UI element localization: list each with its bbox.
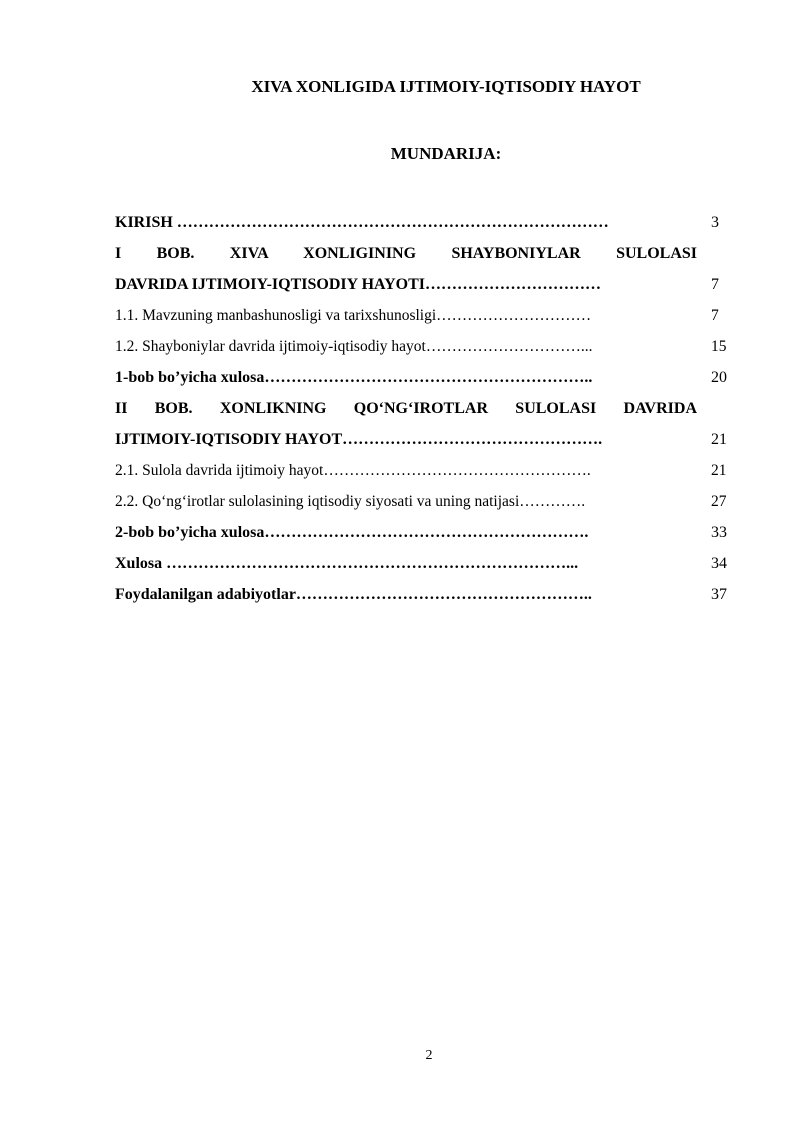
toc-entry-text: 1.2. Shayboniylar davrida ijtimoiy-iqtisodiy hayot…………………………... bbox=[115, 338, 593, 355]
toc-entry-references bbox=[115, 579, 735, 610]
toc-entry-chapter1 bbox=[115, 269, 735, 300]
toc-entry-chapter2 bbox=[115, 424, 735, 455]
toc-entry-page: 27 bbox=[711, 493, 727, 510]
toc-entry-text: 1-bob bo’yicha xulosa…………………………………………………….. bbox=[115, 369, 593, 386]
toc-entry-2-2 bbox=[115, 486, 735, 517]
toc-entry-page: 37 bbox=[711, 586, 727, 603]
toc-entry-text: KIRISH ……………………………………………………………………… bbox=[115, 214, 609, 231]
toc-entry-1-2 bbox=[115, 331, 735, 362]
toc-entry-text: 2.2. Qo‘ng‘irotlar sulolasining iqtisodiy siyosati va uning natijasi…………. bbox=[115, 493, 586, 510]
toc-entry-page: 33 bbox=[711, 524, 727, 541]
toc-entry-summary2 bbox=[115, 517, 735, 548]
toc-entry-page: 21 bbox=[711, 431, 727, 448]
toc-entry-1-1 bbox=[115, 300, 735, 331]
toc-entry-text: 2-bob bo’yicha xulosa……………………………………………………. bbox=[115, 524, 589, 541]
toc-entry-page: 7 bbox=[711, 276, 719, 293]
toc-entry-page: 34 bbox=[711, 555, 727, 572]
toc-entry-page: 7 bbox=[711, 307, 719, 324]
toc-entry-text: 1.1. Mavzuning manbashunosligi va tarixshunosligi………………………… bbox=[115, 307, 592, 324]
toc-entry-text: Xulosa …………………………………………………………………... bbox=[115, 555, 579, 572]
toc-chapter1-line2: DAVRIDA IJTIMOIY-IQTISODIY HAYOTI…………………………… bbox=[115, 276, 602, 293]
toc-entry-text: 2.1. Sulola davrida ijtimoiy hayot……………………………………………. bbox=[115, 462, 591, 479]
document-title: XIVA XONLIGIDA IJTIMOIY-IQTISODIY HAYOT bbox=[251, 77, 641, 96]
toc-chapter2-line1: II BOB. XONLIKNING QO‘NG‘IROTLAR SULOLASI DAVRIDA bbox=[115, 400, 697, 417]
toc-heading: MUNDARIJA: bbox=[390, 144, 502, 163]
toc-entry-summary1 bbox=[115, 362, 735, 393]
toc-entry-page: 20 bbox=[711, 369, 727, 386]
toc-chapter1-line1: I BOB. XIVA XONLIGINING SHAYBONIYLAR SULOLASI bbox=[115, 245, 697, 262]
toc-entry-conclusion bbox=[115, 548, 735, 579]
toc-entry-kirish bbox=[115, 207, 735, 238]
page-number: 2 bbox=[425, 1048, 433, 1063]
toc-entry-page: 3 bbox=[711, 214, 719, 231]
toc-chapter2-line2: IJTIMOIY-IQTISODIY HAYOT…………………………………………. bbox=[115, 431, 603, 448]
toc-entry-text: Foydalanilgan adabiyotlar……………………………………………….. bbox=[115, 586, 592, 603]
toc-entry-2-1 bbox=[115, 455, 735, 486]
toc-entry-page: 21 bbox=[711, 462, 727, 479]
table-of-contents bbox=[115, 207, 735, 610]
toc-entry-page: 15 bbox=[711, 338, 727, 355]
